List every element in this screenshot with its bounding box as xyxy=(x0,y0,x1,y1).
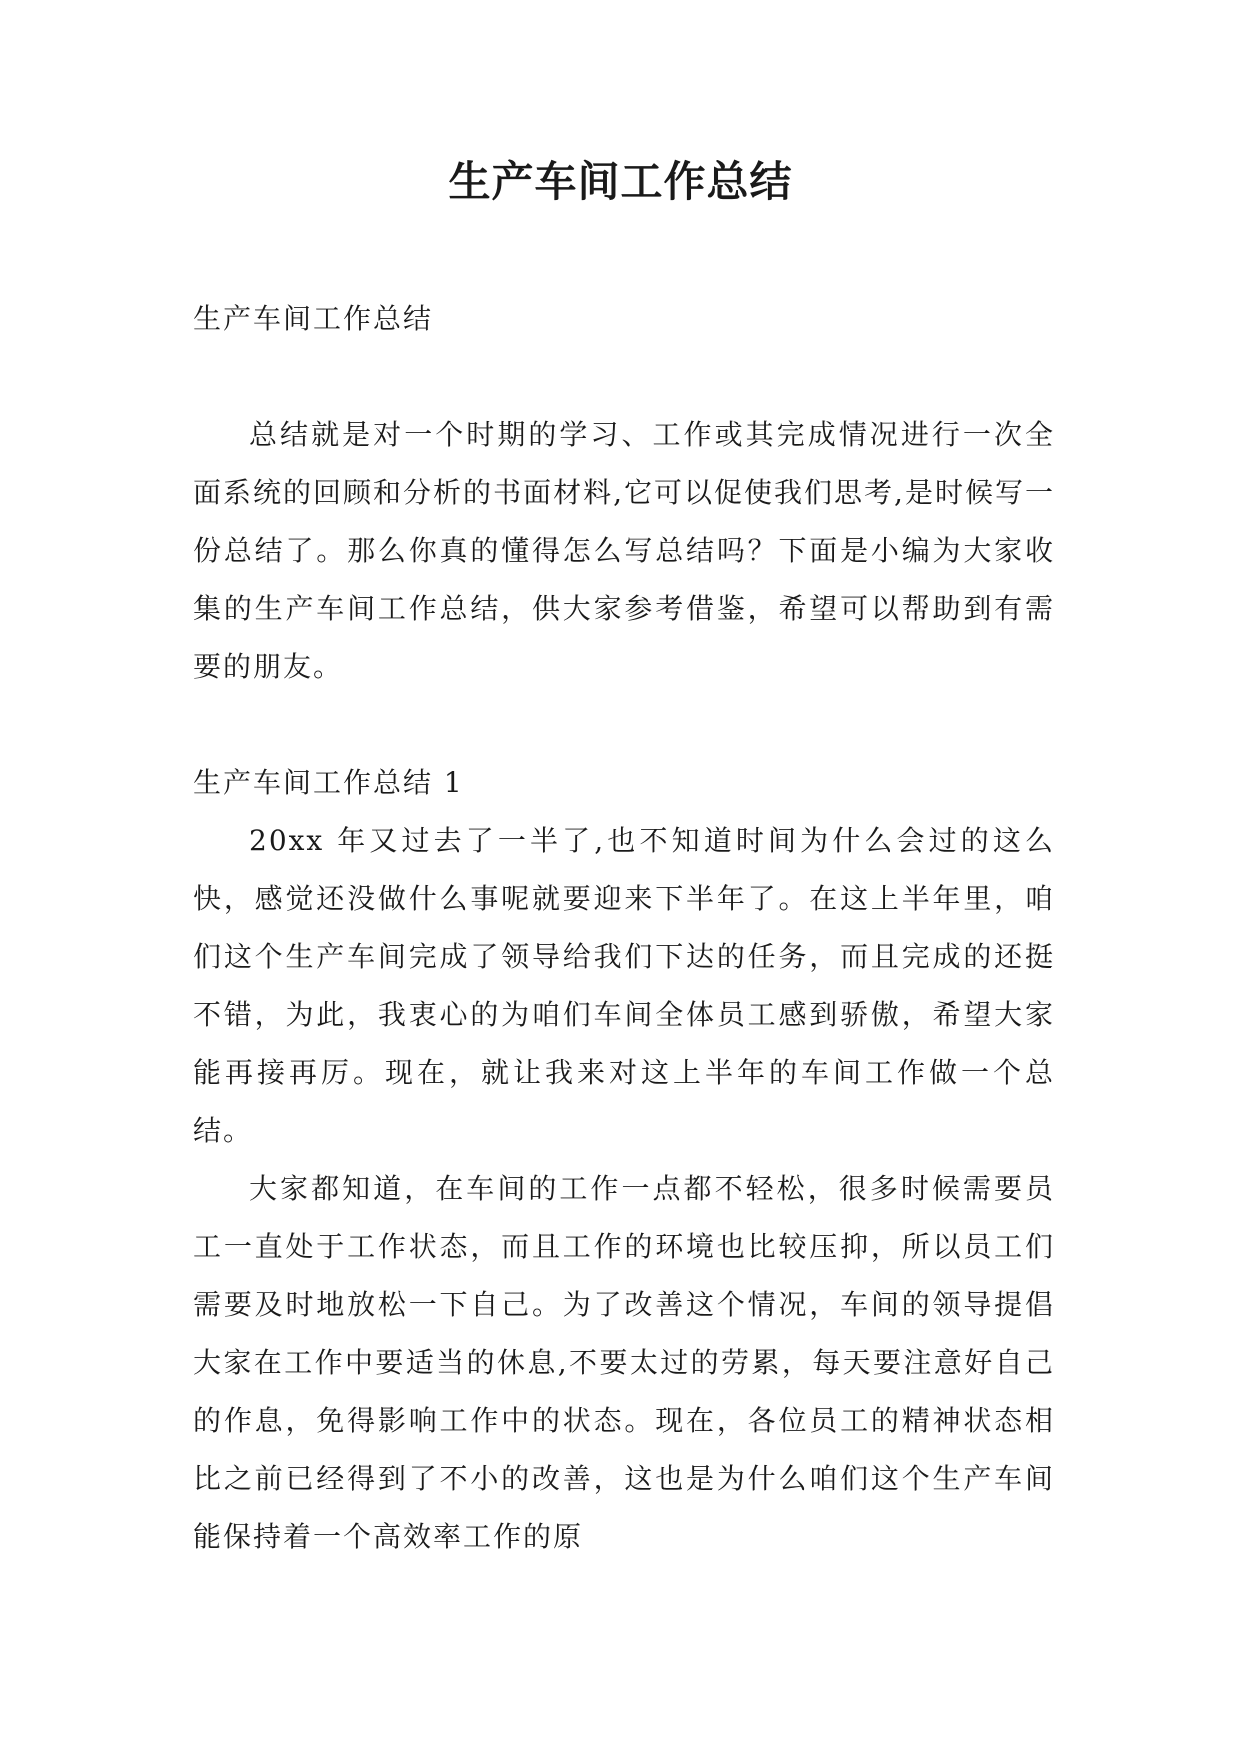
document-subtitle: 生产车间工作总结 xyxy=(193,302,434,335)
section1-paragraph-2: 大家都知道，在车间的工作一点都不轻松，很多时候需要员工一直处于工作状态，而且工作的环境也比较压抑，所以员工们需要及时地放松一下自己。为了改善这个情况，车间的领导提倡大家在工作中要适当的休息,不要太过的劳累，每天要注意好自己的作息，免得影响工作中的状态。现在，各位员工的精神状态相比之前已经得到了不小的改善，这也是为什么咱们这个生产车间能保持着一个高效率工作的原 xyxy=(193,1172,1055,1553)
document-title: 生产车间工作总结 xyxy=(448,157,793,206)
section-heading-1: 生产车间工作总结 1 xyxy=(193,766,464,799)
intro-paragraph: 总结就是对一个时期的学习、工作或其完成情况进行一次全面系统的回顾和分析的书面材料,它可以促使我们思考,是时候写一份总结了。那么你真的懂得怎么写总结吗？下面是小编为大家收集的生产车间工作总结，供大家参考借鉴，希望可以帮助到有需要的朋友。 xyxy=(193,418,1055,683)
section1-paragraph-1: 20xx 年又过去了一半了,也不知道时间为什么会过的这么快，感觉还没做什么事呢就要迎来下半年了。在这上半年里，咱们这个生产车间完成了领导给我们下达的任务，而且完成的还挺不错，为此，我衷心的为咱们车间全体员工感到骄傲，希望大家能再接再厉。现在，就让我来对这上半年的车间工作做一个总结。 xyxy=(193,824,1055,1147)
document-body xyxy=(193,290,1055,1566)
